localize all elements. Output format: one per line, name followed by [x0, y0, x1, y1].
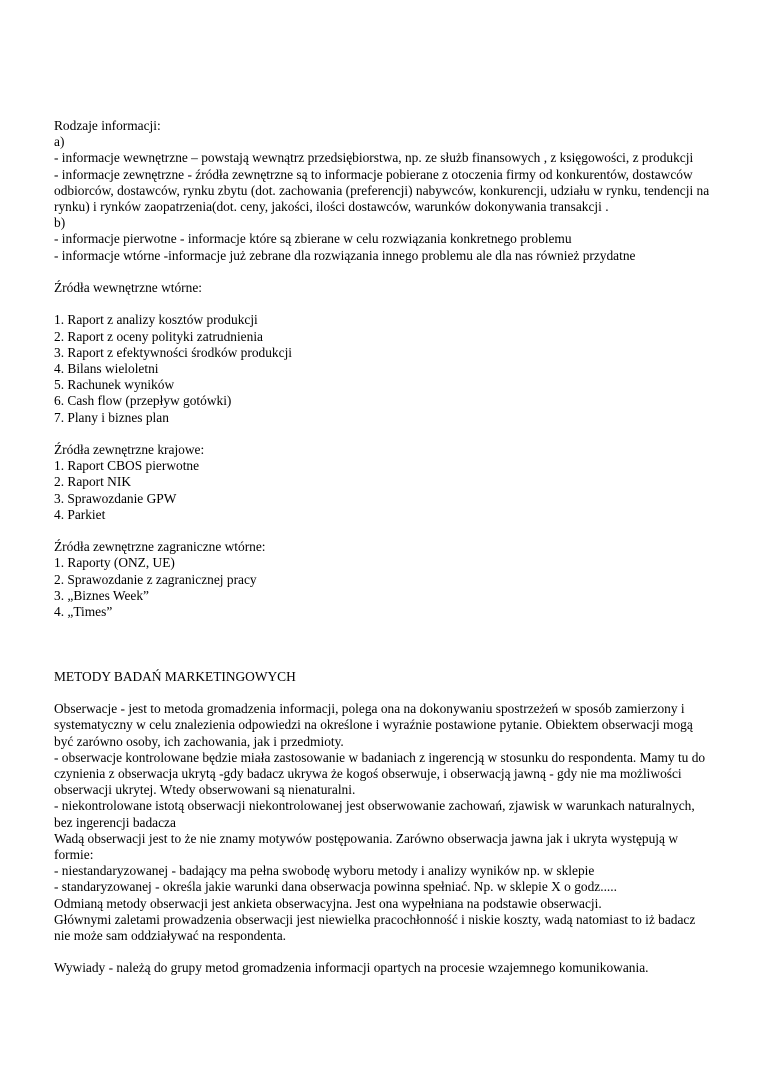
standard-observation-line: - standaryzowanej - określa jakie warunki dana obserwacja powinna spełniać. Np. w sklepie X o godz..... [54, 879, 617, 895]
information-types-section [54, 118, 714, 264]
section-label-a: a) [54, 134, 65, 150]
list-item: 3. Raport z efektywności środków produkcji [54, 344, 293, 360]
uncontrolled-observation-paragraph: - niekontrolowane istotą obserwacji niekontrolowanej jest obserwowanie zachowań, zjawisk w warunkach naturalnych, bez ingerencji badacza [54, 798, 695, 830]
methods-heading: METODY BADAŃ MARKETINGOWYCH [54, 668, 296, 684]
domestic-sources-list [54, 458, 714, 523]
list-item: 4. Bilans wieloletni [54, 361, 159, 377]
list-item: 4. Parkiet [54, 506, 106, 522]
observation-flaw-paragraph: Wadą obserwacji jest to że nie znamy motywów postępowania. Zarówno obserwacja jawna jak i ukryta występują w formie: [54, 830, 678, 863]
observation-variant-line: Odmianą metody obserwacji jest ankieta obserwacyjna. Jest ona wypełniana na podstawie obserwacji. [54, 895, 602, 911]
list-item: 2. Raport NIK [54, 474, 131, 490]
list-item: 4. „Times” [54, 604, 113, 620]
external-info-paragraph: - informacje zewnętrzne - źródła zewnętrzne są to informacje pobierane z otoczenia firmy od konkurentów, dostawców odbiorców, dostawców, rynku zbytu (dot. zachowania (preferencji) nabywców, konkurencji, udziału w rynku, tendencji na rynku) i rynków zaopatrzenia(dot. ceny, jakości, ilości dostawców, warunków dokonywania transakcji . [54, 166, 710, 215]
list-item: 3. „Biznes Week” [54, 587, 149, 603]
list-item: 5. Rachunek wyników [54, 377, 175, 393]
controlled-observation-paragraph: - obserwacje kontrolowane będzie miała zastosowanie w badaniach z ingerencją w stosunku do respondenta. Mamy tu do czynienia z obserwacja ukrytą -gdy badacz ukrywa że kogoś obserwuje, i obserwacją jawną - gdy nie ma możliwości obserwacji ukrytej. Wtedy obserwowani są nienaturalni. [54, 749, 706, 798]
interviews-line: Wywiady - należą do grupy metod gromadzenia informacji opartych na procesie wzajemnego komunikowania. [54, 960, 649, 976]
foreign-sources-section [54, 539, 714, 620]
marketing-methods-section [54, 669, 714, 977]
blank-line [54, 426, 714, 442]
list-item: 2. Raport z oceny polityki zatrudnienia [54, 328, 263, 344]
blank-line [54, 685, 714, 701]
information-types-title: Rodzaje informacji: [54, 118, 161, 133]
observation-advantages-paragraph: Głównymi zaletami prowadzenia obserwacji jest niewielka pracochłonność i niskie koszty, wadą natomiast to iż badacz nie może sam oddziaływać na respondenta. [54, 911, 696, 944]
foreign-sources-list [54, 555, 714, 620]
internal-sources-list [54, 312, 714, 425]
list-item: 1. Raport CBOS pierwotne [54, 458, 200, 474]
blank-line [54, 944, 714, 960]
blank-line [54, 264, 714, 280]
list-item: 2. Sprawozdanie z zagranicznej pracy [54, 571, 257, 587]
foreign-sources-title: Źródła zewnętrzne zagraniczne wtórne: [54, 539, 266, 555]
observation-intro-paragraph: Obserwacje - jest to metoda gromadzenia informacji, polega ona na dokonywaniu spostrzeżeń w sposób zamierzony i systematyczny w celu znalezienia odpowiedzi na określone i wyraźnie postawione pytanie. Obiektem obserwacji mogą być zarówno osoby, ich zachowania, jak i przedmioty. [54, 701, 693, 749]
secondary-info-line: - informacje wtórne -informacje już zebrane dla rozwiązania innego problemu ale dla nas również przydatne [54, 247, 636, 263]
document-page [54, 118, 714, 977]
internal-sources-section [54, 280, 714, 426]
list-item: 3. Sprawozdanie GPW [54, 490, 177, 506]
domestic-sources-title: Źródła zewnętrzne krajowe: [54, 442, 205, 458]
primary-info-line: - informacje pierwotne - informacje które są zbierane w celu rozwiązania konkretnego problemu [54, 231, 572, 247]
blank-line [54, 523, 714, 539]
internal-info-paragraph: - informacje wewnętrzne – powstają wewnątrz przedsiębiorstwa, np. ze służb finansowych , z księgowości, z produkcji [54, 150, 694, 166]
blank-space [54, 620, 714, 669]
nonstandard-observation-line: - niestandaryzowanej - badający ma pełna swobodę wyboru metody i analizy wyników np. w sklepie [54, 863, 595, 879]
list-item: 1. Raporty (ONZ, UE) [54, 555, 175, 571]
section-label-b: b) [54, 215, 66, 231]
internal-sources-title: Źródła wewnętrzne wtórne: [54, 280, 202, 296]
blank-line [54, 296, 714, 312]
list-item: 7. Plany i biznes plan [54, 409, 169, 425]
list-item: 1. Raport z analizy kosztów produkcji [54, 312, 258, 328]
domestic-sources-section [54, 442, 714, 523]
list-item: 6. Cash flow (przepływ gotówki) [54, 393, 232, 409]
